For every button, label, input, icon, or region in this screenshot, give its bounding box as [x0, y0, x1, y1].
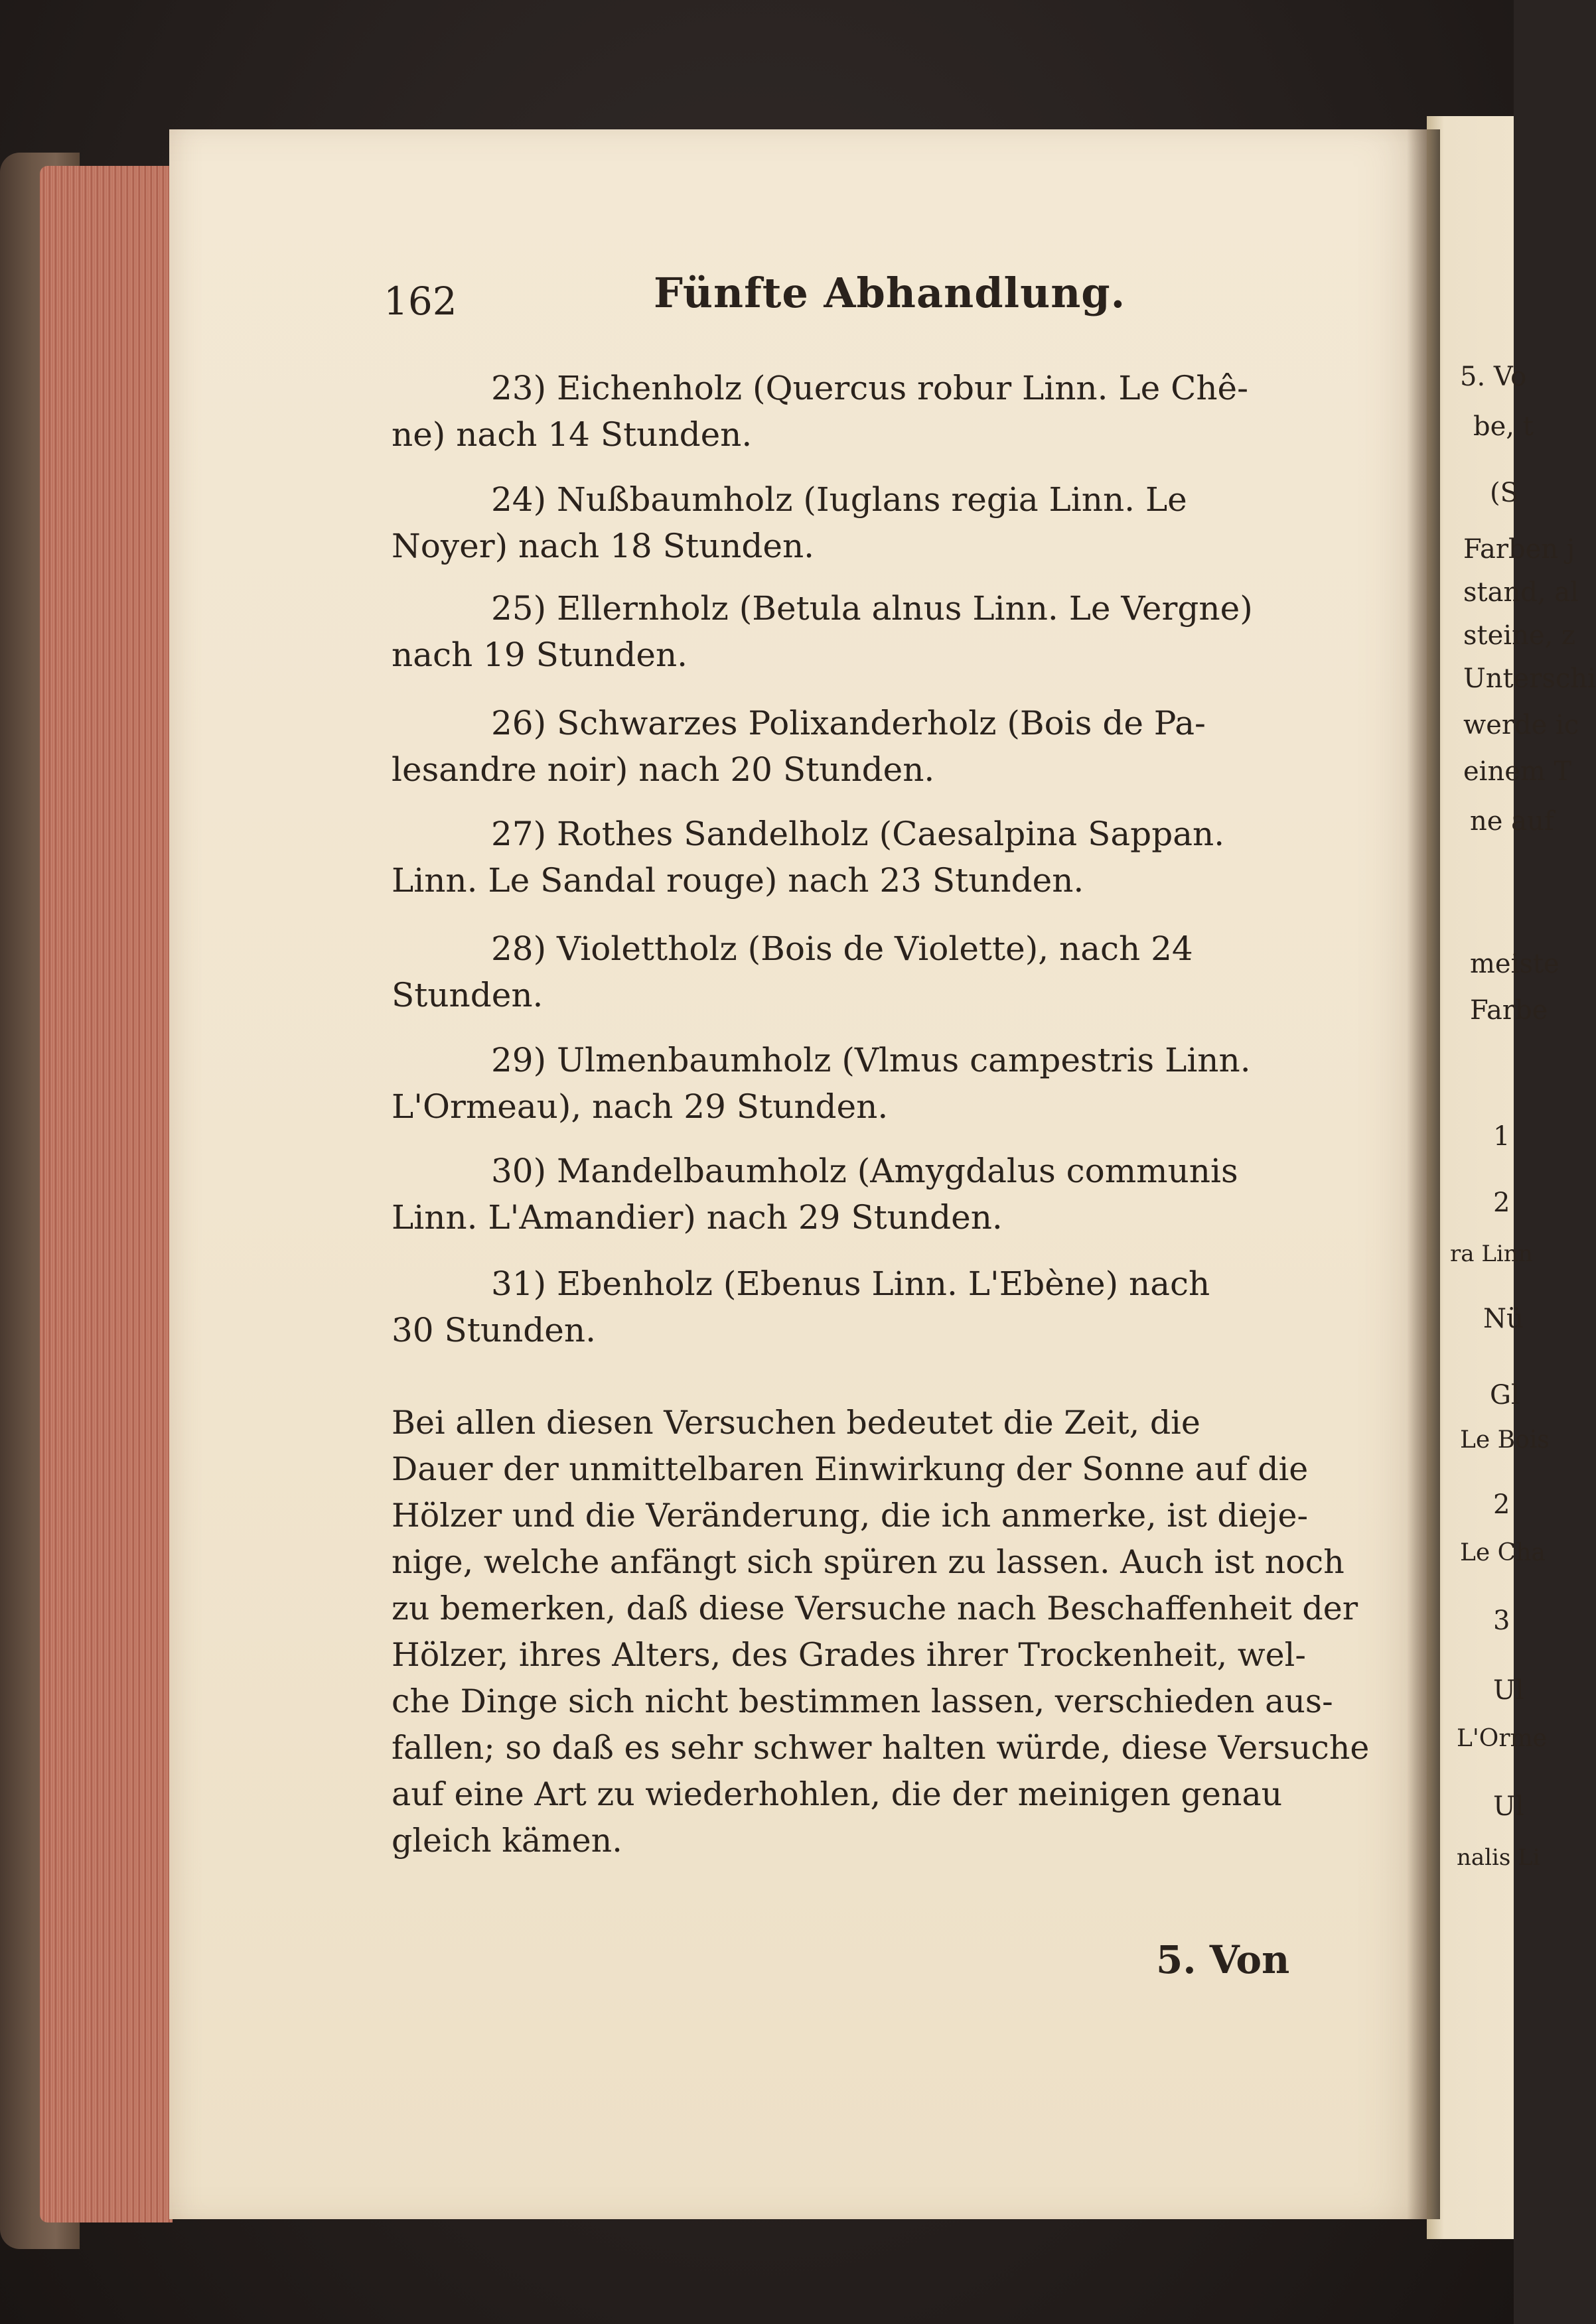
- body-paragraph: [392, 1400, 1370, 1864]
- facing-page-text: steine, z: [1463, 620, 1576, 651]
- facing-page-text: be, t: [1473, 411, 1534, 442]
- entry-line: ne) nach 14 Stunden.: [392, 415, 753, 454]
- facing-page-text: Unterschi: [1463, 663, 1596, 694]
- facing-page-text: Farbe: [1470, 995, 1548, 1026]
- entry-line: 23) Eichenholz (Quercus robur Linn. Le Chê-: [491, 369, 1249, 407]
- entry-line: 24) Nußbaumholz (Iuglans regia Linn. Le: [491, 480, 1187, 519]
- facing-page-text: 3: [1493, 1606, 1510, 1636]
- list-item: [392, 476, 1294, 569]
- entry-line: Linn. L'Amandier) nach 29 Stunden.: [392, 1198, 1003, 1237]
- facing-page-text: Nü: [1483, 1304, 1524, 1334]
- page-edges: [40, 166, 173, 2222]
- book-gutter: [1407, 129, 1440, 2219]
- facing-page-text: Ul: [1493, 1675, 1524, 1706]
- facing-page-text: werde ic: [1463, 710, 1579, 740]
- facing-page-text: Ul: [1493, 1791, 1524, 1822]
- paragraph-line: Hölzer und die Veränderung, die ich anmerke, ist dieje-: [392, 1497, 1309, 1535]
- facing-page-text: ne auf: [1470, 806, 1554, 837]
- list-item: [392, 700, 1294, 793]
- facing-page-text: Le Cha: [1460, 1539, 1546, 1566]
- entry-line: L'Ormeau), nach 29 Stunden.: [392, 1087, 889, 1126]
- facing-page-text: nalis Li: [1457, 1844, 1540, 1871]
- entry-line: 26) Schwarzes Polixanderholz (Bois de Pa-: [491, 704, 1206, 742]
- facing-page-text: einem T: [1463, 756, 1572, 787]
- entry-line: 25) Ellernholz (Betula alnus Linn. Le Vergne): [491, 589, 1253, 628]
- facing-page-text: meiste: [1470, 949, 1560, 979]
- list-item: [392, 811, 1294, 904]
- entry-line: Stunden.: [392, 976, 544, 1014]
- facing-page-text: Gl: [1490, 1380, 1520, 1410]
- facing-page-text: L'Orme: [1457, 1725, 1547, 1752]
- paragraph-line: auf eine Art zu wiederhohlen, die der meinigen genau: [392, 1775, 1283, 1813]
- list-item: [392, 1037, 1294, 1130]
- facing-page-text: Le Bois: [1460, 1426, 1550, 1454]
- list-item: [392, 585, 1294, 678]
- facing-page-text: (S: [1490, 478, 1519, 508]
- paragraph-line: zu bemerken, daß diese Versuche nach Beschaffenheit der: [392, 1590, 1358, 1627]
- entry-line: 29) Ulmenbaumholz (Vlmus campestris Linn.: [491, 1041, 1251, 1079]
- list-item: [392, 1148, 1294, 1241]
- facing-page-text: 2: [1493, 1188, 1510, 1218]
- entry-line: 30) Mandelbaumholz (Amygdalus communis: [491, 1152, 1238, 1190]
- list-item: [392, 925, 1294, 1018]
- facing-page-text: Farben j: [1463, 534, 1575, 565]
- entry-line: 31) Ebenholz (Ebenus Linn. L'Ebène) nach: [491, 1265, 1210, 1303]
- facing-page-text: 1: [1493, 1121, 1510, 1152]
- paragraph-line: Hölzer, ihres Alters, des Grades ihrer Trockenheit, wel-: [392, 1636, 1306, 1674]
- facing-page-text: 5. Vo: [1460, 362, 1527, 392]
- entry-line: lesandre noir) nach 20 Stunden.: [392, 750, 935, 789]
- page-number: 162: [384, 279, 457, 324]
- entry-line: 30 Stunden.: [392, 1311, 596, 1349]
- entry-line: nach 19 Stunden.: [392, 636, 688, 674]
- paragraph-line: gleich kämen.: [392, 1822, 622, 1860]
- entry-line: 27) Rothes Sandelholz (Caesalpina Sappan.: [491, 815, 1225, 853]
- page-title: Fünfte Abhandlung.: [654, 269, 1126, 317]
- facing-page-text: 2: [1493, 1489, 1510, 1520]
- list-item: [392, 365, 1294, 458]
- entry-line: Linn. Le Sandal rouge) nach 23 Stunden.: [392, 861, 1084, 900]
- paragraph-line: che Dinge sich nicht bestimmen lassen, verschieden aus-: [392, 1682, 1333, 1720]
- facing-page-text: ra Linn: [1450, 1241, 1533, 1267]
- paragraph-line: fallen; so daß es sehr schwer halten würde, diese Versuche: [392, 1729, 1370, 1767]
- paragraph-line: Bei allen diesen Versuchen bedeutet die Zeit, die: [392, 1404, 1200, 1442]
- facing-page-text: stand, al: [1463, 577, 1579, 608]
- list-item: [392, 1261, 1294, 1353]
- paragraph-line: nige, welche anfängt sich spüren zu lassen. Auch ist noch: [392, 1543, 1344, 1581]
- paragraph-line: Dauer der unmittelbaren Einwirkung der Sonne auf die: [392, 1450, 1309, 1488]
- catchword: 5. Von: [1156, 1937, 1290, 1982]
- entry-line: Noyer) nach 18 Stunden.: [392, 527, 815, 565]
- entry-line: 28) Violettholz (Bois de Violette), nach 24: [491, 929, 1193, 968]
